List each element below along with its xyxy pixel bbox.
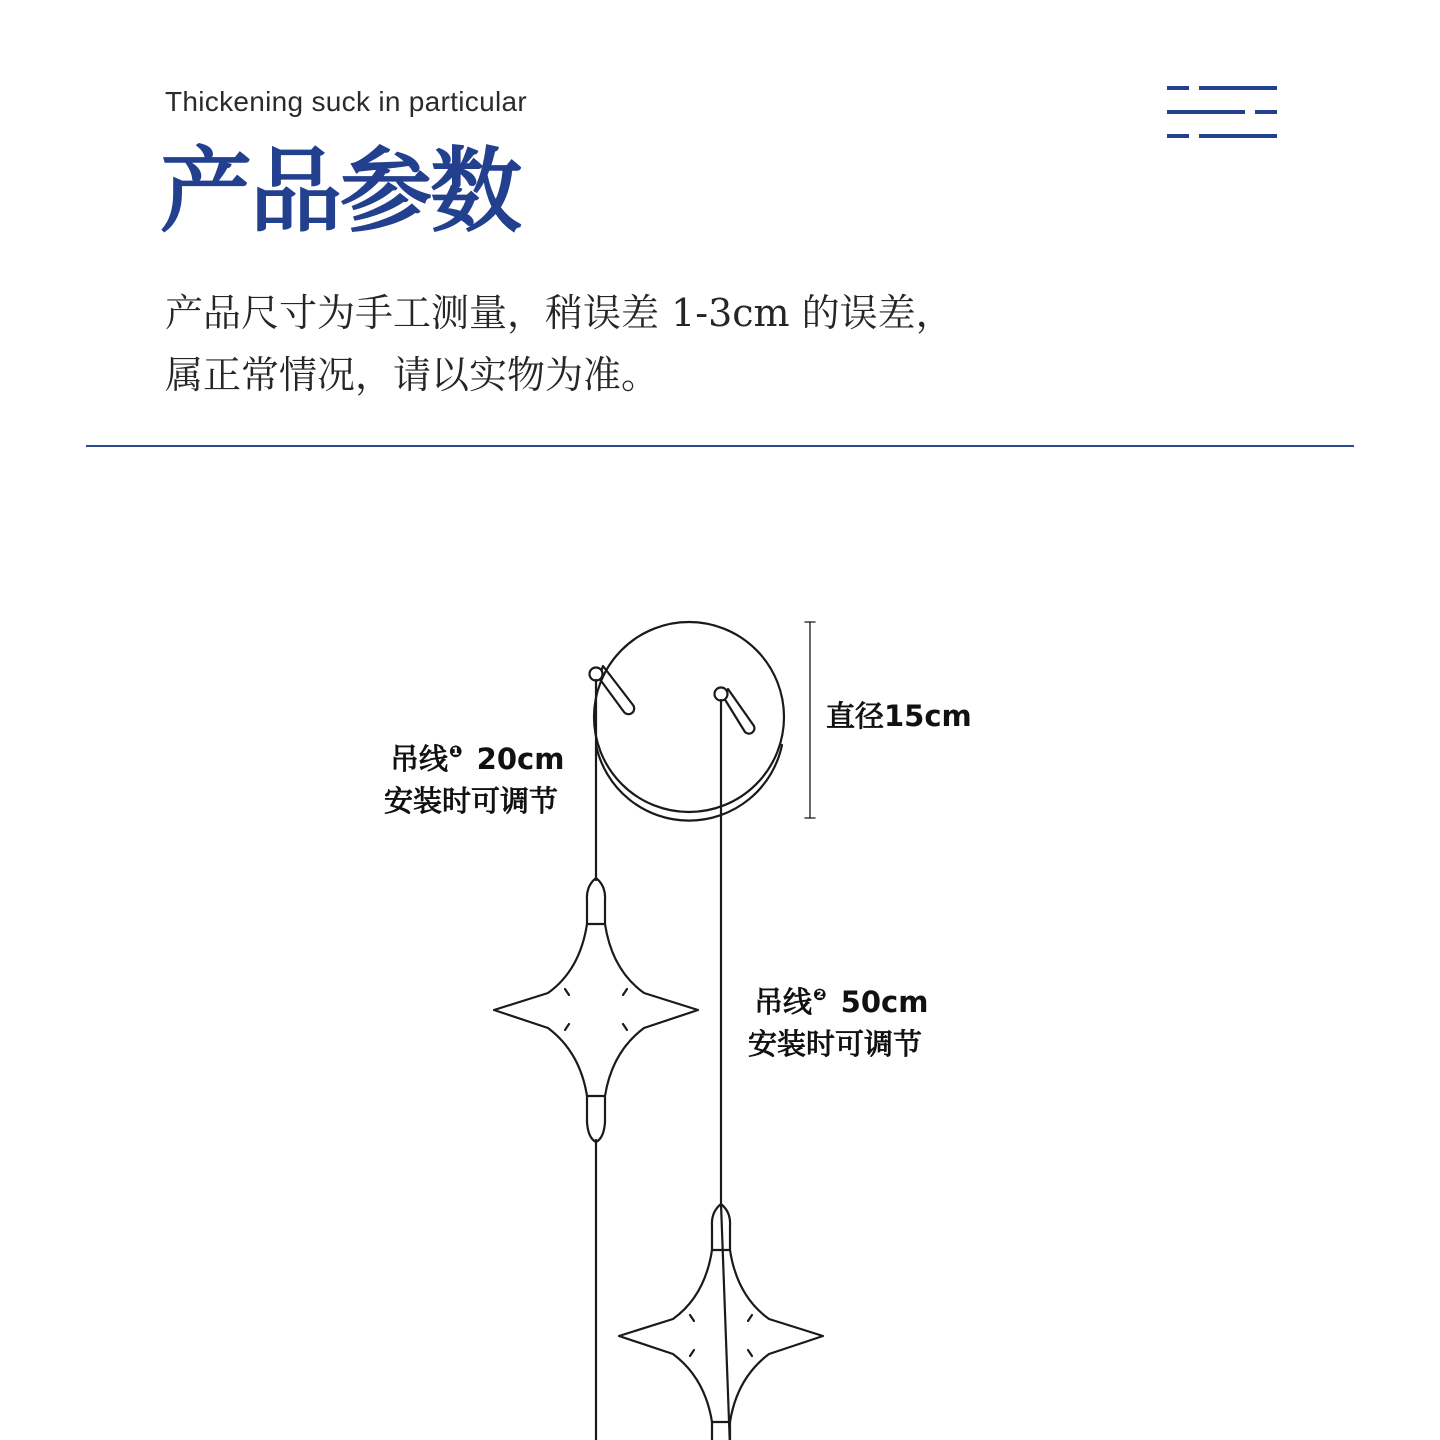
description-line-2: 属正常情况，请以实物为准。 xyxy=(165,353,660,397)
wire-2-name: 吊线 xyxy=(754,985,813,1019)
ceiling-canopy xyxy=(590,622,785,821)
diameter-dimension-line xyxy=(805,622,815,818)
eyebrow-text: Thickening suck in particular xyxy=(165,86,527,117)
wire-1-name: 吊线 xyxy=(390,742,449,776)
page-title: 产品参数 xyxy=(160,138,521,245)
wire-2-length: 50cm xyxy=(840,985,929,1019)
star-lamp-2 xyxy=(619,1204,823,1440)
wire-1-label xyxy=(384,731,564,822)
wire-1-marker: ❶ xyxy=(449,742,463,761)
wire-2-marker: ❷ xyxy=(813,985,827,1004)
wire-1-length: 20cm xyxy=(476,742,565,776)
wire-1-length-line xyxy=(384,731,564,780)
wire-1-note: 安装时可调节 xyxy=(384,784,559,818)
description-line-1: 产品尺寸为手工测量，稍误差 1-3cm 的误差， xyxy=(165,291,954,335)
diameter-label: 直径15cm xyxy=(826,699,972,733)
star-lamp-1 xyxy=(494,878,698,1142)
wire-2-note: 安装时可调节 xyxy=(748,1027,923,1061)
wire-2-length-line xyxy=(748,974,928,1023)
wire-2-label xyxy=(748,974,928,1065)
